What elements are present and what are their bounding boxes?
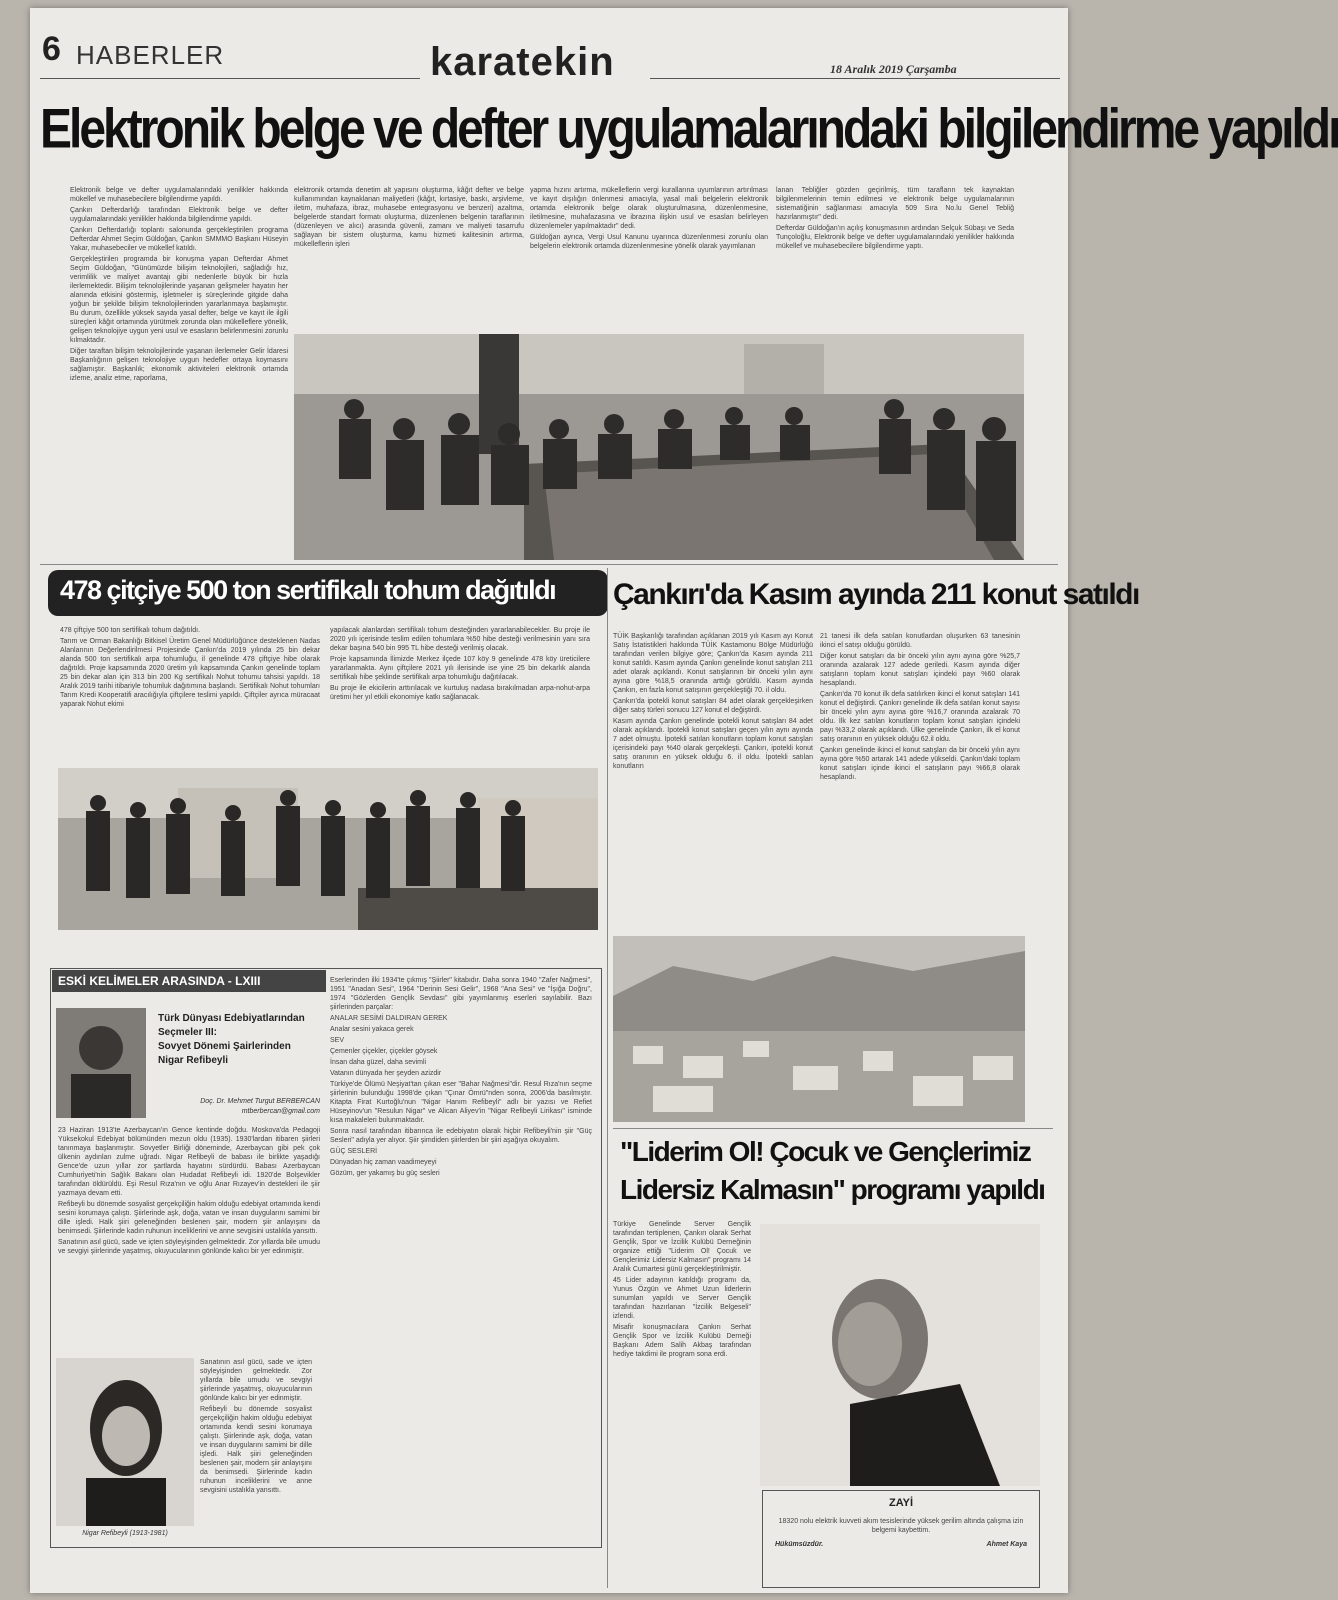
housing-article-col2 — [820, 632, 1020, 922]
column-divider — [607, 568, 608, 1588]
paragraph: Gerçekleştirilen programda bir konuşma yapan Defterdar Ahmet Seçim Güldoğan, "Günümüzde bilişim teknolojileri, sağladığı hız, verimlilik ve maliyet avantajı gibi nedenlerle büyük bir hızla ilerlemektedir. Bilişim teknolojilerinde yaşanan gelişmeler hayatın her alanında etkisini göstermiş, işletmeler iş süreçlerinde gitgide daha yoğun bir şekilde bilişim teknolojilerinden yararlanmaya başlamıştır. Bu durum, özellikle yüksek sayıda yasal defter, belge ve kayıt ile ilgili süreçleri kâğıt ortamında yürütmek zorunda olan mükelleflere yönelik, gelişen teknolojiye uygun yeni usul ve esasların belirlenmesini zorunlu kılmaktadır. — [70, 256, 288, 344]
leader-headline-line1: "Liderim Ol! Çocuk ve Gençlerimiz — [620, 1136, 1031, 1167]
meeting-photo — [294, 334, 1024, 560]
paragraph: 478 çiftçiye 500 ton sertifikalı tohum dağıtıldı. — [60, 627, 201, 634]
housing-article-col1 — [613, 632, 813, 922]
paragraph: Dünyadan hiç zaman vaadimeyeyi — [330, 1159, 437, 1166]
seed-article-col2 — [330, 626, 590, 756]
column-right-text — [330, 976, 592, 1541]
newspaper-page — [30, 8, 1338, 1593]
column-author: Doç. Dr. Mehmet Turgut BERBERCAN — [200, 1098, 320, 1105]
paragraph: Tarım ve Orman Bakanlığı Bitkisel Üretim Genel Müdürlüğünce desteklenen Nadas Alanlarının Değerlendirilmesi Projesinde Çankırı'da 2019 yılında 25 bin dekar alanda 500 ton sertifikalı arpa tohumluğu, il genelinde 478 çiftçiye hibe olarak dağıtıldı. Proje kapsamında 2020 üretim yılı kapsamında Çankırı genelinde toplam 25 bin dekar alan için 313 bin 200 Kg sertifikalı Nohut tohumu tahsisi yapıldı. 18 Aralık 2019 tarihi itibariyle tohumluk dağıtımına başlandı. Sertifikalı Nohut tohumları Tarım Kredi Kooperatifi aracılığıyla çiftçilere teslimi yapıldı. Çiftçiler ayrıca müracaat yaparak Nohut ekimi — [60, 638, 320, 708]
paragraph: Bu proje ile ekicilerin arttırılacak ve kurtuluş nadasa bırakılmadan arpa-nohut-arpa üretimi her yıl etkili ekonomiye katkı sağlanacak. — [330, 685, 590, 701]
paragraph: Diğer konut satışları da bir önceki yılın aynı ayına göre %25,7 oranında azalarak 127 adede geriledi. Kasım ayında diğer satışların toplam konut satışları içindeki payı %60 olarak hesaplandı. — [820, 653, 1020, 687]
paragraph: yapma hızını artırma, mükelleflerin vergi kurallarına uyumlarının artırılması ve kayıt dışılığın önlenmesi amacıyla, yasal mali belgelerin elektronik ortamda elektronik belge olarak oluşturulmasına, düzenlenmesine, iletilmesine, muhafazasına ve ibrazına ilişkin usul ve esasları belirleyen düzenlemeler yapılmaktadır" dedi. — [530, 187, 768, 230]
paragraph: Çankırı genelinde ikinci el konut satışları da bir önceki yılın aynı ayına göre %50 artarak 141 adede yükseldi. Çankırı'daki toplam konut satışları içinde ikinci el satışların payı %66,8 olarak hesaplandı. — [820, 747, 1020, 781]
zayi-footer-left: Hükümsüzdür. — [775, 1541, 824, 1548]
main-article-col3 — [530, 186, 768, 326]
paragraph: Diğer taraftan bilişim teknolojilerinde yaşanan ilerlemeler Gelir İdaresi Başkanlığının gelişen teknolojiye uygun hedefler ortaya koymasını sağlamıştır. Başkanlık; ekonomik aktiviteleri elektronik ortamda izleme, analiz etme, raporlama, — [70, 348, 288, 382]
column-left-text-bottom — [200, 1358, 312, 1538]
seed-headline: 478 çitçiye 500 ton sertifikalı tohum dağıtıldı — [48, 570, 608, 616]
main-article-col2 — [294, 186, 524, 326]
paragraph: Çankırı'da 70 konut ilk defa satılırken ikinci el konut satışları 141 konut el değiştirdi. Çankırı genelinde ilk defa satılan konut sayısı bir önceki yılın aynı ayına göre %16,7 oranında azalarak 70 oldu. İlk kez satılan konutların toplam konut satışları içindeki payı %33,2 olarak açıklandı. Ülke genelinde Çankırı, ilk el konut satış oranının en yüksek olduğu 62.il oldu. — [820, 691, 1020, 743]
seed-distribution-photo — [58, 768, 598, 930]
leader-photo — [760, 1224, 1040, 1486]
paragraph: yapılacak alanlardan sertifikalı tohum desteğinden yararlanabilecekler. Bu proje ile 2020 yılı içerisinde teslim edilen tohumlara %50 hibe desteği verilmesinin yanı sıra dekar başına 540 bin 995 TL hibe desteği verilmiş olacak. — [330, 627, 590, 652]
paragraph: lanan Tebliğler gözden geçirilmiş, tüm tarafların tek kaynaktan bilgilenmelerinin temin edilmesi ve elektronik belge uygulamalarının sistematiğinin sağlanması amacıyla 509 Sıra No.lu Genel Tebliğ hazırlanmıştır" dedi. — [776, 187, 1014, 221]
paragraph: Kasım ayında Çankırı genelinde ipotekli konut satışları 84 adet olarak açıklandı. İpotekli konut satışları geçen yılın aynı ayında 7 adet olmuştu. İpotekli satılan konutların toplam konut satışları içerisindeki payı %40 olarak gerçekleşti. Çankırı, ipotekli konut satış oranının en yüksek olduğu 6. il oldu. İpotekli satılan konutların — [613, 718, 813, 770]
zayi-notice — [762, 1490, 1040, 1588]
paragraph: GÜÇ SESLERİ — [330, 1148, 378, 1155]
paragraph: Eserlerinden ilki 1934'te çıkmış "Şiirler" kitabıdır. Daha sonra 1940 "Zafer Nağmesi", 1951 "Anadan Sesi", 1964 "Derinin Sesi Gelir", 1968 "Ana Sesi" ve "İşığa Doğru", 1974 "Gözlerden Gençlik Sevdası" gibi yayımlanmış eserleri sayılabilir. Bazı şiirlerinden parçalar: — [330, 977, 592, 1011]
paragraph: İnsan daha güzel, daha sevimli — [330, 1059, 427, 1066]
paragraph: Çankırı'da ipotekli konut satışları 84 adet olarak gerçekleşirken diğer satış türleri sonucu 127 konut el değiştirdi. — [613, 698, 813, 714]
section-name: HABERLER — [76, 40, 225, 70]
paragraph: TÜİK Başkanlığı tarafından açıklanan 2019 yılı Kasım ayı Konut Satış İstatistikleri hakkında TÜİK Kastamonu Bölge Müdürlüğü tarafından verilen bilgiye göre; Çankırı'da Kasım ayında 211 konut satıldı. Kasım ayında Çankırı genelinde konut satışları 211 adet olarak açıklandı. Konut satışlarının bir önceki yılın aynı ayına göre %18,5 oranında arttığı görüldü. Kasım ayında Çankırı, en fazla konut satışının gerçekleştiği 70. il oldu. — [613, 633, 813, 694]
paragraph: Çemenler çiçekler, çiçekler göysek — [330, 1048, 438, 1055]
paragraph: Sanatının asıl gücü, sade ve içten söyleyişinden gelmektedir. Zor yıllarda bile umudu ve sevgiyi şiirlerinde yaşatmış, okuyucularının gönlünde kalıcı bir yer edinmiştir. — [58, 1239, 320, 1255]
main-article-col4 — [776, 186, 1014, 326]
title-line: Türk Dünyası Edebiyatlarından — [158, 1013, 305, 1024]
main-headline: Elektronik belge ve defter uygulamalarındaki bilgilendirme yapıldı — [40, 99, 1338, 161]
title-line: Sovyet Dönemi Şairlerinden — [158, 1041, 291, 1052]
city-panorama-photo — [613, 936, 1025, 1122]
paragraph: 23 Haziran 1913'te Azerbaycan'ın Gence kentinde doğdu. Moskova'da Pedagoji Yüksekokul Edebiyat bölümünden mezun oldu (1935). 1930'lardan itibaren şiirleri tanınmaya başlanmıştır. Sovyetler Birliği döneminde, Azerbaycan gibi pek çok ülkenin aydınları zulme uğradı. Nigar Refibeyli de babası ile birlikte yaşadığı Gence'de uzun yıllar zor şartlarda hayatını sürdürdü. Babası Azerbaycan Cumhuriyeti'nin Sağlık Bakanı olan Hudadat Refibeyli idi. 1920'de Bolşevikler tarafından öldürüldü. Eşi Resul Rıza'nın ve oğlu Anar Rızayev'in destekleri ile şiir yazmaya devam etti. — [58, 1127, 320, 1197]
paragraph: Çankırı Defterdarlığı toplantı salonunda gerçekleştirilen programa Defterdar Ahmet Seçim Güldoğan, Çankırı SMMMO Başkanı Hüseyin Yakar, muhasebeciler ve mükellef katıldı. — [70, 227, 288, 252]
page-number: 6 — [42, 30, 61, 68]
poet-photo — [56, 1358, 194, 1526]
title-line: Seçmeler III: — [158, 1027, 217, 1038]
paragraph: Elektronik belge ve defter uygulamalarındaki yenilikler hakkında mükellef ve muhasebecilere bilgilendirme yapıldı. — [70, 187, 288, 203]
paragraph: Güldoğan ayrıca, Vergi Usul Kanunu uyarınca düzenlenmesi zorunlu olan belgelerin elektronik ortamda düzenlenmesine yönelik olarak yayımlanan — [530, 234, 768, 250]
column-left-text — [58, 1126, 320, 1348]
paragraph: Gözüm, ger yakamış bu güç sesleri — [330, 1170, 440, 1177]
author-photo — [56, 1008, 146, 1118]
paragraph: elektronik ortamda denetim alt yapısını oluşturma, kâğıt defter ve belge kullanımından kaynaklanan maliyetleri (kâğıt, kırtasiye, baskı, arşivleme, iletim, muhafaza, ibraz, muhasebe entegrasyonu ve benzeri) azaltma, belgelerde standart formatı oluşturma, düzenlenen belgenin taraflarının (düzenleyen ve alıcı) arasında güvenli, zamanı ve maliyeti tasarrufu sağlayan bir sistem oluşturma, kamu hizmeti kalitesinin artırma, mükelleflerin işleri — [294, 187, 524, 248]
column-email[interactable]: mtberbercan@gmail.com — [241, 1108, 320, 1115]
paragraph: Çankırı Defterdarlığı tarafından Elektronik belge ve defter uygulamalarındaki yenilikler hakkında bilgilendirme yapıldı. — [70, 207, 288, 223]
paragraph: Refibeyli bu dönemde sosyalist gerçekçiliğin hakim olduğu edebiyat ortamında kendi sesini korumaya çalıştı. Şiirlerinde aşk, doğa, vatan ve insan duygularını samimi bir dille işledi. Halk şiiri geleneğinden beslenen şair, modern şiir anlayışını da benimsedi. Şiirlerinde kadın ruhunun inceliklerini ve anne sevgisini ustalıkla yansıttı. — [200, 1406, 312, 1494]
housing-headline: Çankırı'da Kasım ayında 211 konut satıldı — [613, 578, 1139, 611]
column-title — [158, 1012, 323, 1068]
newspaper-name: karatekin — [430, 40, 615, 84]
header-rule-left — [40, 78, 420, 79]
paragraph: 21 tanesi ilk defa satılan konutlardan oluşurken 63 tanesinin ikinci el satışı olduğu görüldü. — [820, 633, 1020, 649]
paragraph: Refibeyli bu dönemde sosyalist gerçekçiliğin hakim olduğu edebiyat ortamında kendi sesini korumaya çalıştı. Şiirlerinde aşk, doğa, vatan ve insan duygularını samimi bir dille işledi. Halk şiiri geleneğinden beslenen şair, modern şiir anlayışını da benimsedi. Şiirlerinde kadın ruhunun inceliklerini ve anne sevgisini ustalıkla yansıttı. — [58, 1201, 320, 1235]
section-divider — [40, 564, 1058, 565]
issue-date: 18 Aralık 2019 Çarşamba — [830, 62, 957, 76]
leader-headline-line2: Lidersiz Kalmasın" programı yapıldı — [620, 1174, 1045, 1205]
main-article-col1 — [70, 186, 288, 556]
paragraph: ANALAR SESİMİ DALDIRAN GEREK — [330, 1015, 448, 1022]
paragraph: Defterdar Güldoğan'ın açılış konuşmasının ardından Selçuk Sübaşı ve Seda Tunçoloğlu, Elektronik belge ve defter uygulamalarındaki yenilikler hakkında mükellef ve muhasebecilere bilgilendirme yaptı. — [776, 225, 1014, 250]
paragraph: Sonra nasıl tarafından itibarınca ile edebiyatın olarak hiçbir Refibeyli'nin şiir "Güç Sesleri" adıyla yer alıyor. Şiir şimdiden şiirlerden bir şiiri aşağıya okuyalım. — [330, 1128, 592, 1144]
paragraph: Vatanın dünyada her şeyden azizdir — [330, 1070, 442, 1077]
paragraph: Analar sesini yakaca gerek — [330, 1026, 414, 1033]
zayi-title: ZAYİ — [888, 1497, 914, 1509]
seed-article-col1 — [60, 626, 320, 756]
column-header: ESKİ KELİMELER ARASINDA - LXIII — [52, 970, 326, 992]
zayi-signature: Ahmet Kaya — [986, 1541, 1027, 1548]
paragraph: Sanatının asıl gücü, sade ve içten söyleyişinden gelmektedir. Zor yıllarda bile umudu ve sevgiyi şiirlerinde yaşatmış, okuyucularının gönlünde kalıcı bir yer edinmiştir. — [200, 1359, 312, 1402]
paragraph: Türkiye Genelinde Server Gençlik tarafından tertiplenen, Çankırı olarak Serhat Gençlik, Spor ve İzcilik Kulübü Derneğinin organize ettiği "Liderim Ol! Çocuk ve Gençlerimiz Lidersiz Kalmasın" programı 14 Aralık Cumartesi günü gerçekleştirilmiştir. — [613, 1221, 751, 1273]
zayi-text: 18320 nolu elektrik kuvveti akım tesislerinde yüksek gerilim altında çalışma izin belgemi kaybettim. — [778, 1518, 1024, 1534]
paragraph: Proje kapsamında İlimizde Merkez ilçede 107 köy 9 genelinde 478 köy üreticilere yararlanmakta. Aynı çiftçilere 2021 yılı ilerisinde ise yine 25 bin dekarlık alanda sertifikalı hibe şeklinde sertifikalı arpa tohumluğu dağıtılacak. — [330, 656, 590, 681]
section-divider — [613, 1128, 1053, 1129]
header-rule-right — [650, 78, 1060, 79]
paragraph: Misafir konuşmacılara Çankırı Serhat Gençlik Spor ve İzcilik Kulübü Derneği Başkanı Adem Salih Akbaş tarafından hediye takdimi ile program sona erdi. — [613, 1324, 751, 1358]
poet-photo-caption: Nigar Refibeyli (1913-1981) — [82, 1530, 168, 1537]
paragraph: 45 Lider adayının katıldığı programı da, Yunus Özgün ve Ahmet Uzun liderlerin sunumları yapıldı ve Server Gençlik tarafından hazırlanan "İzcilik Belgeseli" izlendi. — [613, 1277, 751, 1320]
paragraph: Türkiye'de Ölümü Neşiyat'tan çıkan eser "Bahar Nağmesi"dir. Resul Rıza'nın seçme şiirlerinin bulunduğu 1998'de çıkan "Çınar Ömrü"nden sonra, 2006'da basılmıştır. Kitapta Firat Kurtoğlu'nun "Nigar Hanım Refibeyli" adlı bir yazısı ve Refiet Hüseyinov'un "Resulun Nigar" ve Alican Aliyev'in "Nigar Refibeyli Lirikası" isminde kısa makaleleri bulunmaktadır. — [330, 1081, 592, 1124]
leader-article-text — [613, 1220, 751, 1590]
paragraph: SEV — [330, 1037, 345, 1044]
title-line: Nigar Refibeyli — [158, 1055, 229, 1066]
